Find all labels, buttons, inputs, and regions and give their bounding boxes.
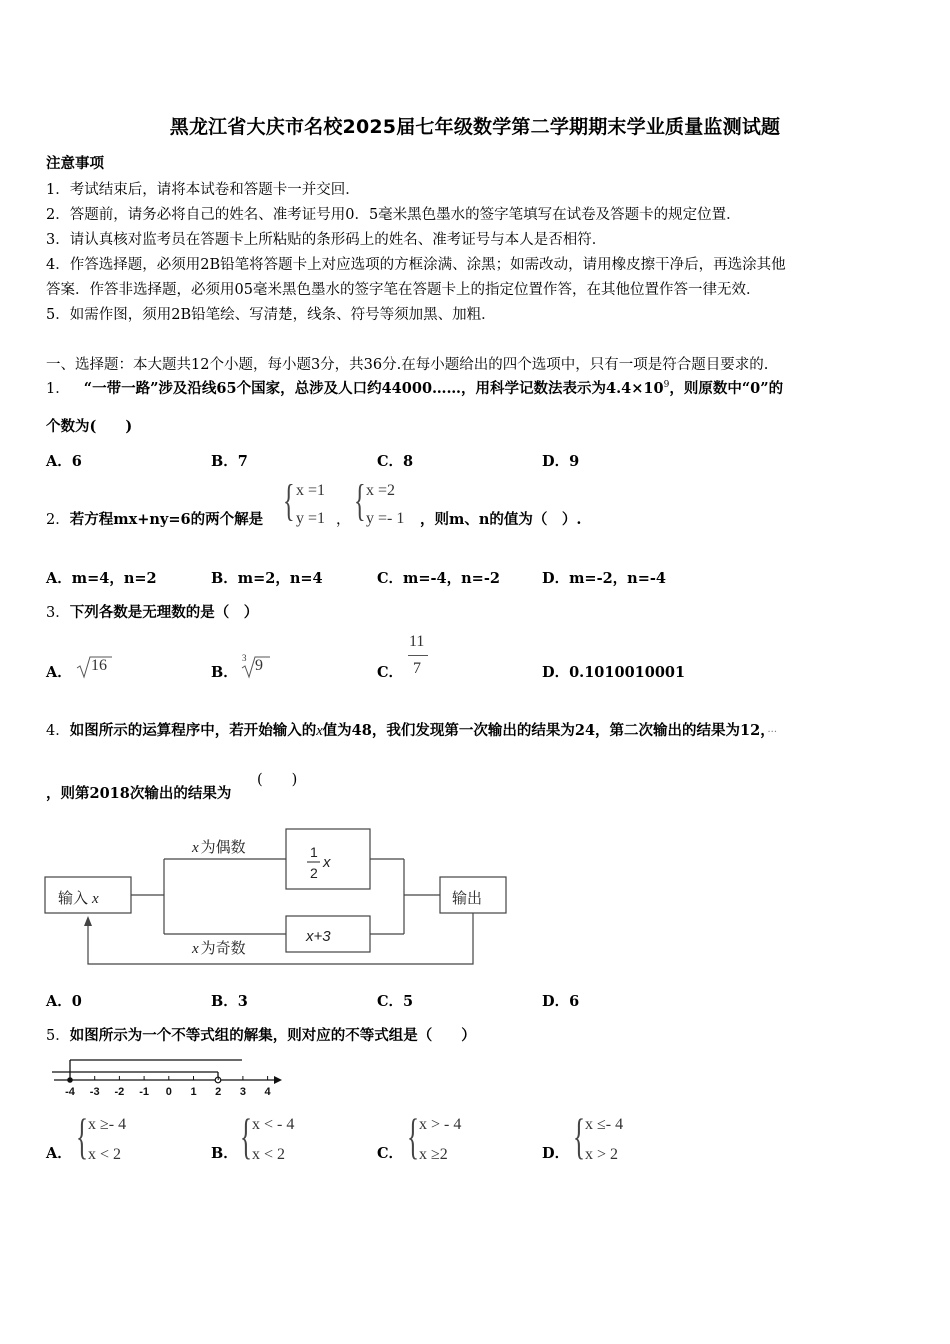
notice-item: 5．如需作图，须用2B铅笔绘、写清楚，线条、符号等须加黑、加粗． [46, 307, 496, 323]
question-text: ，则m、n的值为（ ）. [420, 511, 582, 528]
equation: x =1 [296, 482, 326, 499]
fraction-bar [408, 655, 428, 656]
option-d[interactable]: D．9 [542, 453, 580, 470]
question-4 [46, 719, 777, 740]
question-3 [46, 601, 258, 622]
radicand: 16 [91, 657, 107, 674]
option-b[interactable]: B． [211, 1145, 238, 1162]
question-number: 2． [46, 512, 70, 528]
axis-ticks [65, 1076, 271, 1098]
flowchart [40, 826, 510, 971]
option-a[interactable]: A．6 [46, 453, 82, 470]
brace-icon: { [407, 1108, 419, 1164]
option-d[interactable] [542, 661, 685, 682]
option-a[interactable]: A．0 [46, 993, 82, 1010]
option-d[interactable]: D．m=-2，n=-4 [542, 570, 666, 587]
question-text: 若方程mx+ny=6的两个解是 [69, 511, 264, 528]
question-text: ，则原数中“0”的 [669, 380, 784, 397]
even-label: x 为偶数 [192, 839, 246, 856]
half-numerator: 1 [310, 844, 318, 860]
half-denominator: 2 [310, 865, 318, 881]
tick-label: 1 [190, 1086, 197, 1098]
radicand: 9 [255, 657, 263, 674]
output-label: 输出 [452, 890, 483, 907]
question-5 [46, 1024, 476, 1045]
loop-connector [88, 913, 473, 964]
inequality: x ≥2 [419, 1146, 448, 1163]
notice-item: 答案．作答非选择题，必须用05毫米黑色墨水的签字笔在答题卡上的指定位置作答，在其他位置作答一律无效． [46, 282, 761, 298]
inequality: x < 2 [252, 1146, 286, 1163]
inequality: x < - 4 [252, 1116, 295, 1133]
question-text: 如图所示的运算程序中，若开始输入的 [69, 722, 317, 739]
option-b[interactable]: B． [211, 664, 238, 681]
option-c[interactable]: C． [377, 664, 404, 681]
option-c[interactable]: C．5 [377, 993, 414, 1010]
tick-label: 2 [215, 1086, 222, 1098]
question-2 [46, 508, 263, 529]
notice-item: 2．答题前，请务必将自己的姓名、准考证号用0．5毫米黑色墨水的签字笔填写在试卷及答题卡的规定位置． [46, 207, 741, 223]
variable: x [316, 723, 323, 739]
tick-label: 3 [239, 1086, 246, 1098]
question-text: “一带一路”涉及沿线65个国家，总涉及人口约44000……，用科学记数法表示为4.4×10 [83, 380, 664, 397]
inequality: x ≥- 4 [88, 1116, 127, 1133]
inequality: x ≤- 4 [585, 1116, 624, 1133]
half-variable: x [323, 854, 331, 871]
option-d[interactable]: D． [542, 1145, 570, 1162]
tick-label: 4 [264, 1086, 271, 1098]
equation: y =- 1 [366, 510, 405, 527]
tick-label: 0 [165, 1086, 172, 1098]
inequality: x > 2 [585, 1146, 619, 1163]
question-text: 下列各数是无理数的是（ ） [69, 604, 259, 621]
section-heading: 一、选择题：本大题共12个小题，每小题3分，共36分.在每小题给出的四个选项中，只有一项是符合题目要求的. [46, 357, 769, 373]
question-text: 值为48，我们发现第一次输出的结果为24，第二次输出的结果为12， [322, 722, 768, 739]
option-a[interactable]: A．m=4，n=2 [46, 570, 157, 587]
odd-label: x 为奇数 [192, 940, 246, 957]
inequality: x > - 4 [419, 1116, 462, 1133]
option-a[interactable]: A． [46, 664, 72, 681]
notice-item: 3．请认真核对监考员在答题卡上所粘贴的条形码上的姓名、准考证号与本人是否相符． [46, 232, 607, 248]
option-value: 0.1010010001 [569, 664, 686, 681]
option-c[interactable]: C．m=-4，n=-2 [377, 570, 500, 587]
tick-label: -2 [114, 1086, 125, 1098]
option-b[interactable]: B．7 [211, 453, 248, 470]
brace-icon: { [283, 476, 295, 525]
brace-icon: { [240, 1108, 252, 1164]
page-title: 黑龙江省大庆市名校2025届七年级数学第二学期期末学业质量监测试题 [169, 116, 781, 138]
fraction-numerator: 11 [409, 633, 425, 650]
exponent: 9 [663, 380, 670, 391]
equation: x =2 [366, 482, 396, 499]
arrow-right-icon [274, 1076, 282, 1084]
option-a[interactable]: A． [46, 1145, 72, 1162]
fraction-denominator: 7 [413, 660, 421, 677]
question-1 [46, 377, 783, 398]
ellipsis: ··· [767, 727, 778, 738]
question-text: ，则第2018次输出的结果为 [46, 785, 232, 802]
tick-label: -1 [139, 1086, 149, 1098]
tick-label: -3 [89, 1086, 100, 1098]
plus-three-label: x+3 [306, 928, 331, 945]
root-index: 3 [242, 653, 247, 663]
option-c[interactable]: C．8 [377, 453, 414, 470]
tick-label: -4 [65, 1086, 75, 1098]
separator: ， [336, 512, 351, 528]
question-text: 个数为( ) [46, 418, 133, 435]
equation: y =1 [296, 510, 326, 527]
question-number: 5． [46, 1028, 70, 1044]
option-b[interactable]: B．3 [211, 993, 248, 1010]
notice-heading: 注意事项 [46, 155, 104, 172]
question-number: 3． [46, 605, 70, 621]
notice-item: 4．作答选择题，必须用2B铅笔将答题卡上对应选项的方框涂满、涂黑；如需改动，请用橡皮擦干净后，再选涂其他 [46, 257, 786, 273]
option-b[interactable]: B．m=2，n=4 [211, 570, 323, 587]
brace-icon: { [354, 476, 366, 525]
brace-icon: { [573, 1108, 585, 1164]
question-text: 如图所示为一个不等式组的解集，则对应的不等式组是（ ） [69, 1027, 476, 1044]
number-line [50, 1052, 290, 1100]
inequality: x < 2 [88, 1146, 122, 1163]
answer-paren: ( ) [257, 772, 298, 788]
question-number: 1． [46, 381, 70, 397]
question-number: 4． [46, 723, 70, 739]
option-c[interactable]: C． [377, 1145, 404, 1162]
input-label: 输入 x [58, 890, 99, 907]
notice-item: 1．考试结束后，请将本试卷和答题卡一并交回． [46, 182, 360, 198]
arrow-up-icon [84, 916, 92, 926]
brace-icon: { [76, 1108, 88, 1164]
option-label: D． [542, 664, 570, 681]
option-d[interactable]: D．6 [542, 993, 580, 1010]
